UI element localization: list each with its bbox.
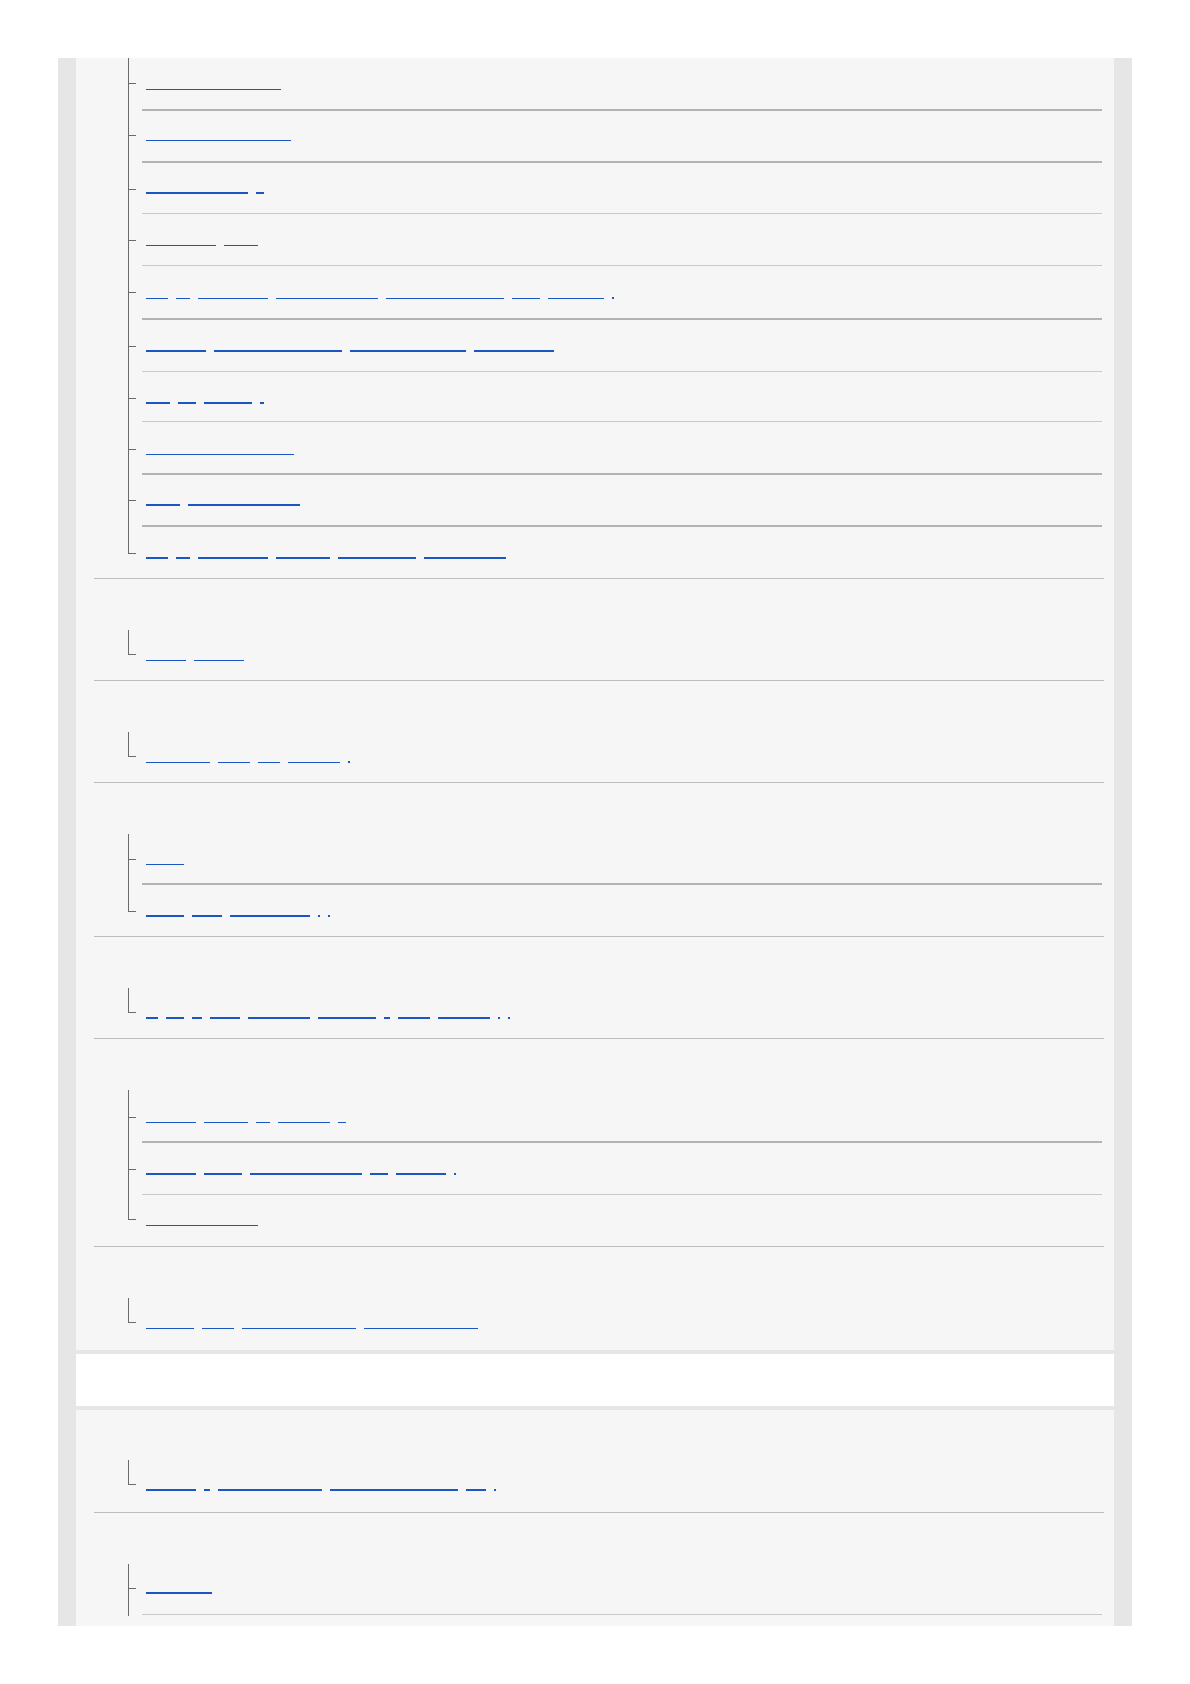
tree-tick [128,500,136,501]
toc-link[interactable] [146,390,264,404]
toc-panel-lower [76,1410,1114,1626]
row-divider [142,525,1102,527]
toc-link[interactable] [146,180,264,194]
row-divider [142,1194,1102,1195]
row-divider [142,1141,1102,1143]
tree-branch [128,630,129,654]
tree-tick [128,911,136,912]
group-divider [94,782,1104,783]
row-divider [142,421,1102,422]
tree-tick [128,240,136,241]
row-divider [142,371,1102,372]
group-divider [94,1246,1104,1247]
toc-link[interactable] [146,441,294,455]
tree-tick [128,346,136,347]
toc-link[interactable] [146,492,300,506]
group-divider [94,1512,1104,1513]
tree-branch [128,1090,129,1220]
tree-tick [128,1219,136,1220]
tree-tick [128,1012,136,1013]
row-divider [142,265,1102,266]
toc-link[interactable] [146,647,244,661]
tree-tick [128,553,136,554]
tree-tick [128,1322,136,1323]
row-divider [142,109,1102,111]
toc-link[interactable] [146,127,291,141]
toc-link[interactable] [146,76,281,90]
toc-link[interactable] [146,1109,346,1123]
toc-link[interactable] [146,851,184,865]
row-divider [142,318,1102,320]
tree-tick [128,398,136,399]
toc-link[interactable] [146,285,614,299]
tree-tick [128,1484,136,1485]
row-divider [142,473,1102,475]
tree-branch [128,1564,129,1616]
tree-tick [128,654,136,655]
group-divider [94,1038,1104,1039]
group-divider [94,578,1104,579]
toc-link[interactable] [146,903,330,917]
toc-link[interactable] [146,1315,478,1329]
tree-branch [128,834,129,912]
tree-branch [128,732,129,756]
row-divider [142,1614,1102,1615]
toc-link[interactable] [146,1161,456,1175]
row-divider [142,161,1102,163]
tree-branch [128,58,129,554]
tree-branch [128,1460,129,1484]
toc-link[interactable] [146,749,350,763]
toc-link[interactable] [146,1212,258,1226]
tree-tick [128,756,136,757]
row-divider [142,883,1102,885]
tree-tick [128,449,136,450]
tree-tick [128,1169,136,1170]
tree-tick [128,292,136,293]
toc-link[interactable] [146,1005,510,1019]
tree-tick [128,83,136,84]
toc-link[interactable] [146,338,554,352]
tree-tick [128,859,136,860]
row-divider [142,213,1102,214]
toc-panel-main [76,58,1114,1350]
section-separator [76,1354,1114,1406]
tree-tick [128,135,136,136]
group-divider [94,680,1104,681]
tree-tick [128,189,136,190]
tree-tick [128,1117,136,1118]
tree-branch [128,988,129,1012]
toc-link[interactable] [146,232,258,246]
tree-tick [128,1588,136,1589]
tree-branch [128,1298,129,1322]
toc-link[interactable] [146,1477,496,1491]
group-divider [94,936,1104,937]
toc-link[interactable] [146,545,506,559]
toc-link[interactable] [146,1580,212,1594]
